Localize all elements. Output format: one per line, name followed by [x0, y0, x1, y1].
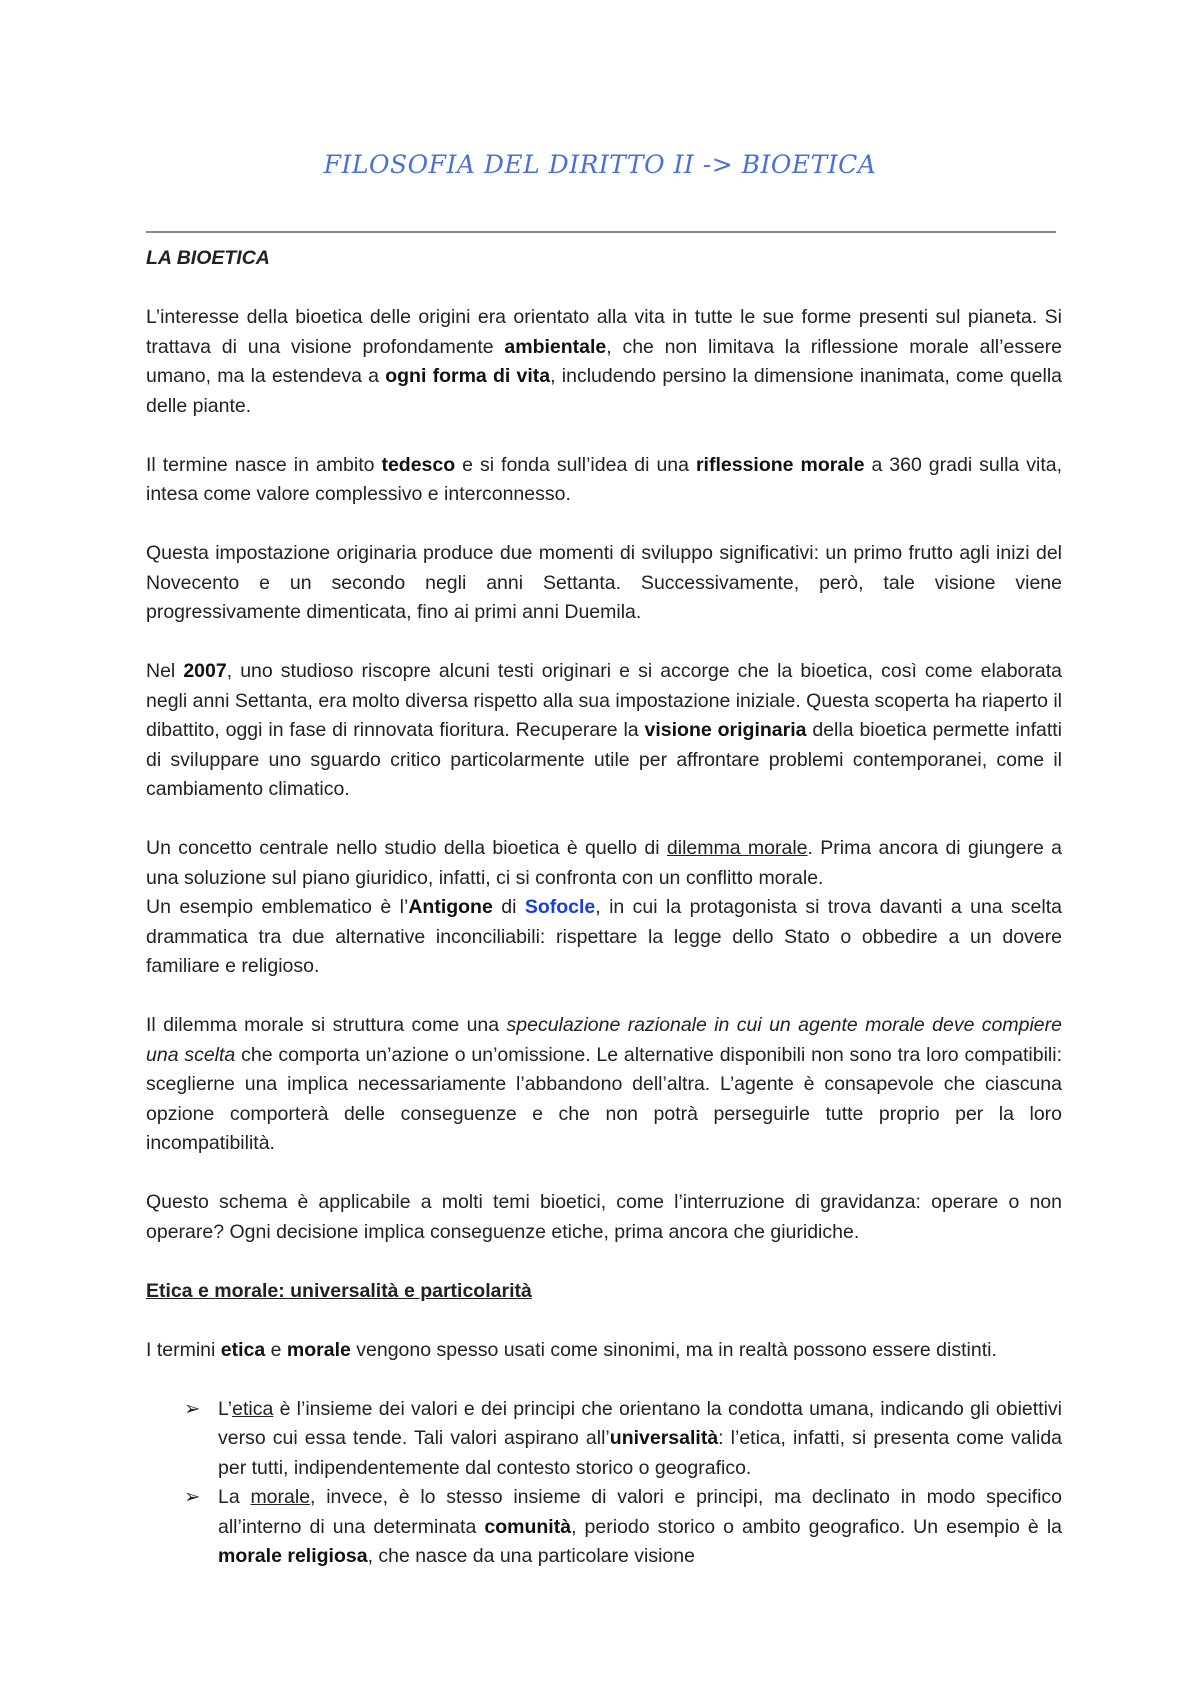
text-run: L’interesse della bioetica delle origini era orientato alla vita in tutte le sue forme presenti sul pianeta. Si trattava di una visione profondamente: [146, 306, 1062, 358]
text-run: e: [265, 1338, 287, 1361]
bold-term: comunità: [484, 1515, 572, 1538]
bold-term: Antigone: [408, 896, 493, 918]
text-run: : l’etica, infatti, si presenta come valida per tutti, indipendentemente dal contesto storico o geografico.: [218, 1427, 1063, 1479]
text-run: di: [492, 896, 525, 918]
section-heading: LA BIOETICA: [146, 247, 270, 269]
text-run: Un concetto centrale nello studio della bioetica è quello di: [146, 837, 667, 859]
bold-term: universalità: [609, 1427, 719, 1449]
text-run: La: [218, 1486, 251, 1508]
text-run: , invece, è lo stesso insieme di valori e principi, ma declinato in modo specifico all’interno di una determinata: [218, 1486, 1063, 1538]
document-title: FILOSOFIA DEL DIRITTO II -> BIOETICA: [323, 150, 877, 179]
italic-definition: speculazione razionale in cui un agente morale deve compiere una scelta: [146, 1014, 1062, 1066]
underlined-term: dilemma morale: [666, 837, 808, 859]
list-item: [146, 1395, 1062, 1484]
text-run: , periodo storico o ambito geografico. Un esempio è la: [571, 1515, 1063, 1538]
title-divider: [146, 231, 1056, 233]
paragraph-6: [146, 893, 1062, 982]
text-run: , includendo persino la dimensione inanimata, come quella delle piante.: [146, 365, 1062, 417]
bold-term: tedesco: [381, 453, 456, 476]
bold-term: morale religiosa: [218, 1545, 368, 1567]
bullet-list: [146, 1395, 1062, 1572]
text-run: Il dilemma morale si struttura come una: [146, 1014, 507, 1036]
text-run: e si fonda sull’idea di una: [455, 453, 696, 476]
bold-term: ambientale: [504, 335, 607, 358]
arrow-bullet-icon: ➢: [184, 1397, 201, 1420]
text-run: , in cui la protagonista si trova davanti a una scelta drammatica tra due alternative inconciliabili: rispettare la legge dello Stato o obbedire a un dovere familiare e religioso.: [146, 896, 1062, 977]
text-run: Nel: [146, 660, 184, 682]
text-run: Un esempio emblematico è l’: [146, 896, 409, 918]
text-run: della bioetica permette infatti di sviluppare uno sguardo critico particolarmente utile per affrontare problemi contemporanei, come il cambiamento climatico.: [146, 719, 1062, 800]
bold-term: 2007: [183, 660, 227, 682]
text-run: vengono spesso usati come sinonimi, ma in realtà possono essere distinti.: [350, 1338, 997, 1361]
text-run: , uno studioso riscopre alcuni testi originari e si accorge che la bioetica, così come elaborata negli anni Settanta, era molto diversa rispetto alla sua impostazione iniziale. Questa scoperta ha riaperto il dibattito, oggi in fase di rinnovata fioritura. Recuperare la: [146, 660, 1062, 741]
underlined-term: morale: [250, 1486, 311, 1508]
bold-term: visione originaria: [644, 719, 807, 741]
bold-term: riflessione morale: [695, 453, 865, 476]
paragraph-4: [146, 657, 1062, 805]
document-body: [146, 244, 1062, 1572]
text-run: , che non limitava la riflessione morale all’essere umano, ma la estendeva a: [146, 335, 1062, 387]
underlined-term: etica: [232, 1397, 274, 1420]
paragraph-1: [146, 303, 1062, 421]
arrow-bullet-icon: ➢: [184, 1486, 201, 1508]
list-item: [146, 1483, 1062, 1572]
text-run: I termini: [146, 1338, 221, 1361]
text-run: Il termine nasce in ambito: [146, 453, 382, 476]
paragraph-3: Questa impostazione originaria produce due momenti di sviluppo significativi: un primo frutto agli inizi del Novecento e un secondo negli anni Settanta. Successivamente, però, tale visione viene progressivamente dimenticata, fino ai primi anni Duemila.: [146, 542, 1062, 623]
paragraph-7: [146, 1011, 1062, 1159]
bold-term: morale: [286, 1338, 351, 1361]
paragraph-2: [146, 451, 1062, 510]
paragraph-5: [146, 834, 1062, 893]
bold-term: ogni forma di vita: [385, 365, 551, 387]
text-run: a 360 gradi sulla vita, intesa come valore complessivo e interconnesso.: [146, 453, 1062, 505]
subheading: Etica e morale: universalità e particolarità: [146, 1279, 532, 1302]
paragraph-9: [146, 1336, 1062, 1366]
text-run: , che nasce da una particolare visione: [367, 1545, 695, 1567]
paragraph-8: Questo schema è applicabile a molti temi bioetici, come l’interruzione di gravidanza: operare o non operare? Ogni decisione implica conseguenze etiche, prima ancora che giuridiche.: [146, 1191, 1062, 1243]
bold-term: etica: [220, 1338, 266, 1361]
text-run: è l’insieme dei valori e dei principi che orientano la condotta umana, indicando gli obiettivi verso cui essa tende. Tali valori aspirano all’: [218, 1397, 1062, 1449]
text-run: . Prima ancora di giungere a una soluzione sul piano giuridico, infatti, ci si confronta con un conflitto morale.: [146, 837, 1063, 889]
text-run: che comporta un’azione o un’omissione. Le alternative disponibili non sono tra loro compatibili: sceglierne una implica necessariamente l’abbandono dell’altra. L’agente è consapevole che ciascuna opzione comporterà delle conseguenze e che non potrà perseguirle tutte proprio per la loro incompatibilità.: [146, 1043, 1062, 1154]
author-name: Sofocle: [524, 896, 596, 918]
text-run: L’: [218, 1397, 233, 1420]
